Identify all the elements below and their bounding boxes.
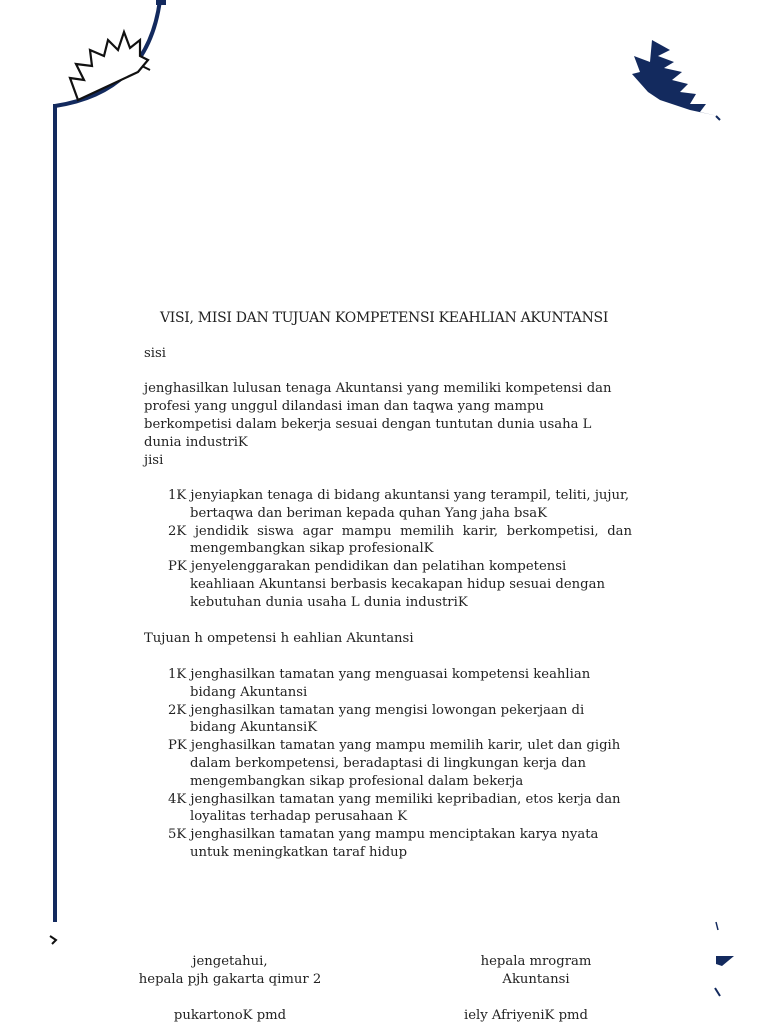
tujuan-list [144,666,632,862]
sunburst-outline-icon [70,32,150,100]
bottom-left-mark [50,936,56,944]
signature-left-line2: hepala pjh gakarta qimur 2 [138,972,322,987]
list-item: 2K jendidik siswa agar mampu memilih karir, berkompetisi, dan mengembangkan sikap profesionalK [168,523,632,557]
list-item: 5K jenghasilkan tamatan yang mampu menciptakan karya nyata untuk meningkatkan taraf hidup [168,827,599,860]
list-item: 1K jenghasilkan tamatan yang menguasai kompetensi keahlian bidang Akuntansi [168,667,591,700]
misi-label: jisi [144,453,164,468]
left-border-line [53,104,57,922]
signature-left-line1: jengetahui, [192,954,268,969]
list-item: PK jenyelenggarakan pendidikan dan pelatihan kompetensi keahliaan Akuntansi berbasis kecakapan hidup sesuai dengan kebutuhan dunia usaha L dunia industriK [168,559,605,610]
list-item: PK jenghasilkan tamatan yang mampu memilih karir, ulet dan gigih dalam berkompetensi, beradaptasi di lingkungan kerja dan mengembangkan sikap profesional dalam bekerja [168,738,621,789]
signature-right-line2: Akuntansi [502,972,570,987]
tujuan-label: Tujuan h ompetensi h eahlian Akuntansi [144,631,414,646]
visi-text: jenghasilkan lulusan tenaga Akuntansi yang memiliki kompetensi dan profesi yang unggul dilandasi iman dan taqwa yang mampu berkompetisi dalam bekerja sesuai dengan tuntutan dunia usaha L dunia industriK [144,381,612,450]
list-item: 2K jenghasilkan tamatan yang mengisi lowongan pekerjaan di bidang AkuntansiK [168,702,585,736]
visi-label: sisi [144,346,166,361]
signature-right-name: iely AfriyeniK pmd [464,1008,588,1023]
misi-list [144,487,632,612]
bottom-right-mark [716,956,734,966]
document-title: VISI, MISI DAN TUJUAN KOMPETENSI KEAHLIAN AKUNTANSI [159,310,609,326]
list-item: 4K jenghasilkan tamatan yang memiliki kepribadian, etos kerja dan loyalitas terhadap perusahaan K [168,791,621,825]
signature-right-line1: hepala mrogram [480,954,592,969]
signature-left-name: pukartonoK pmd [173,1008,287,1023]
list-item: 1K jenyiapkan tenaga di bidang akuntansi yang terampil, teliti, jujur, bertaqwa dan beriman kepada quhan Yang jaha bsaK [168,488,630,521]
sunburst-filled-icon [632,40,720,120]
